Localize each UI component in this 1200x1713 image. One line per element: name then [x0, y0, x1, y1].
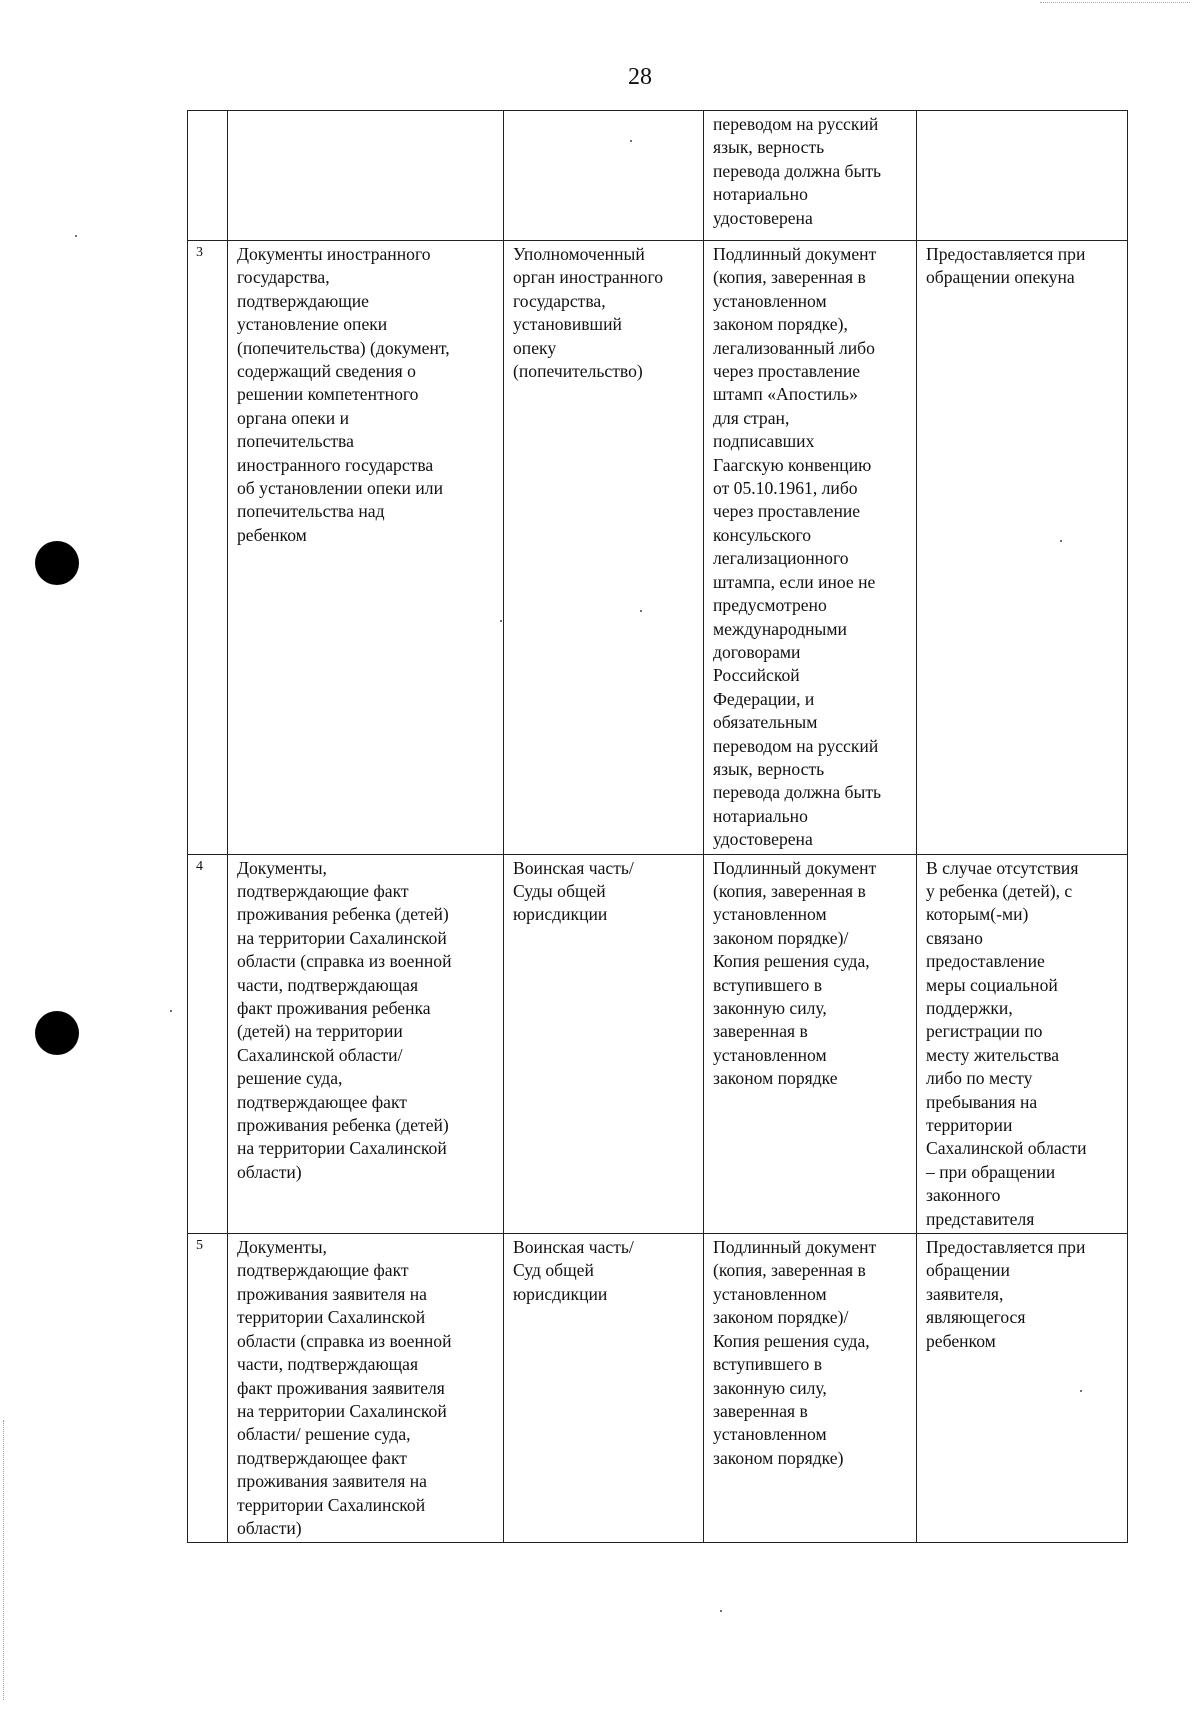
- scan-speck: [1080, 1390, 1082, 1392]
- note-cell: Предоставляется при обращении заявителя, являющегося ребенком: [917, 1234, 1128, 1543]
- document-cell: Документы, подтверждающие факт проживания ребенка (детей) на территории Сахалинской области (справка из военной части, подтверждающая факт проживания ребенка (детей) на территории Сахалинской области/ решение суда, подтверждающее факт проживания ребенка (детей) на территории Сахалинской области): [228, 854, 504, 1234]
- issuer-cell: [504, 111, 704, 241]
- row-number: 5: [188, 1234, 228, 1543]
- scan-speck: [500, 620, 502, 622]
- scan-speck: [170, 1010, 172, 1012]
- document-cell: Документы иностранного государства, подтверждающие установление опеки (попечительства) (документ, содержащий сведения о решении компетентного органа опеки и попечительства иностранного государства об установлении опеки или попечительства над ребенком: [228, 241, 504, 855]
- scan-edge-mark: [3, 1420, 5, 1700]
- scan-speck: [630, 140, 632, 142]
- form-cell: Подлинный документ (копия, заверенная в установленном законом порядке), легализованный либо через проставление штамп «Апостиль» для стран, подписавших Гаагскую конвенцию от 05.10.1961, либо через проставление консульского легализационного штампа, если иное не предусмотрено международными договорами Российской Федерации, и обязательным переводом на русский язык, верность перевода должна быть нотариально удостоверена: [704, 241, 917, 855]
- scan-speck: [640, 610, 642, 612]
- document-cell: [228, 111, 504, 241]
- punch-hole: [35, 1011, 79, 1055]
- form-cell: Подлинный документ (копия, заверенная в установленном законом порядке)/ Копия решения суда, вступившего в законную силу, заверенная в установленном законом порядке): [704, 1234, 917, 1543]
- punch-hole: [35, 541, 79, 585]
- scan-speck: [75, 235, 77, 237]
- note-cell: [917, 111, 1128, 241]
- scan-speck: [720, 1610, 722, 1612]
- row-number: 3: [188, 241, 228, 855]
- table-row: [188, 854, 1128, 1234]
- form-cell: Подлинный документ (копия, заверенная в установленном законом порядке)/ Копия решения суда, вступившего в законную силу, заверенная в установленном законом порядке: [704, 854, 917, 1234]
- document-cell: Документы, подтверждающие факт проживания заявителя на территории Сахалинской области (справка из военной части, подтверждающая факт проживания заявителя на территории Сахалинской области/ решение суда, подтверждающее факт проживания заявителя на территории Сахалинской области): [228, 1234, 504, 1543]
- form-cell: переводом на русский язык, верность перевода должна быть нотариально удостоверена: [704, 111, 917, 241]
- scan-speck: [1060, 540, 1062, 542]
- row-number: [188, 111, 228, 241]
- table-row: [188, 1234, 1128, 1543]
- issuer-cell: Воинская часть/ Суды общей юрисдикции: [504, 854, 704, 1234]
- documents-table: [187, 110, 1128, 1543]
- scan-edge-mark: [1040, 2, 1190, 3]
- table-row: [188, 111, 1128, 241]
- note-cell: В случае отсутствия у ребенка (детей), с которым(-ми) связано предоставление меры социальной поддержки, регистрации по месту жительства либо по месту пребывания на территории Сахалинской области – при обращении законного представителя: [917, 854, 1128, 1234]
- table-row: [188, 241, 1128, 855]
- issuer-cell: Уполномоченный орган иностранного государства, установивший опеку (попечительство): [504, 241, 704, 855]
- issuer-cell: Воинская часть/ Суд общей юрисдикции: [504, 1234, 704, 1543]
- page-number: 28: [628, 64, 652, 90]
- note-cell: Предоставляется при обращении опекуна: [917, 241, 1128, 855]
- row-number: 4: [188, 854, 228, 1234]
